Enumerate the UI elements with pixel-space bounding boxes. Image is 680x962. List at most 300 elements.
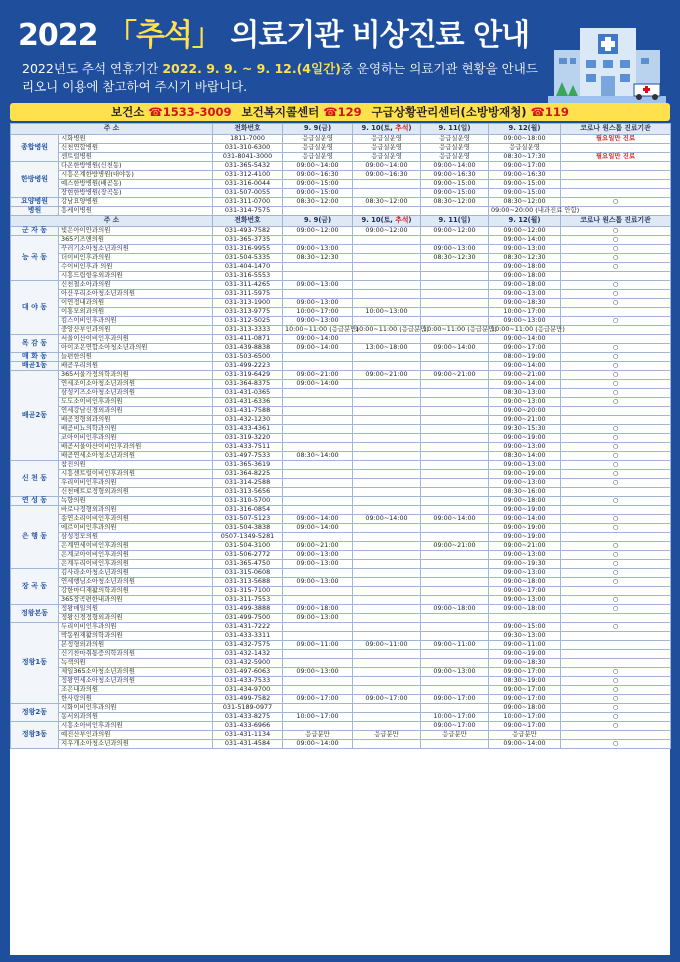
sep9-hours: 09:00~13:00 bbox=[283, 551, 353, 560]
group-label: 종합병원 bbox=[11, 135, 59, 162]
table-row bbox=[11, 677, 671, 686]
sep11-hours bbox=[421, 335, 489, 344]
covid-onestop: 필요일만 진료 bbox=[561, 153, 671, 162]
sep11-hours: 08:30~12:00 bbox=[421, 198, 489, 207]
sep11-hours bbox=[421, 488, 489, 497]
covid-onestop: ○ bbox=[561, 470, 671, 479]
sep12-hours: 09:00~17:00 bbox=[489, 344, 561, 353]
facility-name: 우리이비인후과의원 bbox=[59, 479, 213, 488]
contact-welfare-call: 보건복지콜센터 ☎129 bbox=[241, 105, 362, 119]
sep11-hours bbox=[421, 407, 489, 416]
covid-onestop: ○ bbox=[561, 371, 671, 380]
sep10-hours bbox=[353, 605, 421, 614]
facility-name: 수이비인후과 의원 bbox=[59, 263, 213, 272]
facility-name: 중앙산부인과의원 bbox=[59, 326, 213, 335]
phone: 031-497-7533 bbox=[213, 452, 283, 461]
sep9-hours: 09:00~15:00 bbox=[283, 189, 353, 198]
sep10-hours bbox=[353, 677, 421, 686]
covid-onestop: ○ bbox=[561, 569, 671, 578]
covid-onestop bbox=[561, 488, 671, 497]
table-row bbox=[11, 650, 671, 659]
sep11-hours bbox=[421, 380, 489, 389]
covid-onestop bbox=[561, 632, 671, 641]
sep9-hours bbox=[283, 596, 353, 605]
facility-name: 예진산부인과의원 bbox=[59, 731, 213, 740]
phone: 031-312-4100 bbox=[213, 171, 283, 180]
covid-onestop bbox=[561, 162, 671, 171]
facility-name: 바로나정형외과의원 bbox=[59, 506, 213, 515]
group-label: 정왕2동 bbox=[11, 704, 59, 722]
facility-name: 늘편한의원 bbox=[59, 353, 213, 362]
phone: 031-314-2588 bbox=[213, 479, 283, 488]
phone: 031-431-7222 bbox=[213, 623, 283, 632]
sep9-hours: 09:00~18:00 bbox=[283, 605, 353, 614]
sep12-hours: 09:00~15:00 bbox=[489, 623, 561, 632]
sep9-hours: 09:00~14:00 bbox=[283, 380, 353, 389]
phone: 031-506-2772 bbox=[213, 551, 283, 560]
sep11-hours bbox=[421, 452, 489, 461]
sep11-hours bbox=[421, 524, 489, 533]
sep11-hours bbox=[421, 479, 489, 488]
sep9-hours bbox=[283, 461, 353, 470]
sep12-hours: 09:00~19:00 bbox=[489, 470, 561, 479]
sep11-hours: 09:00~14:00 bbox=[421, 162, 489, 171]
sep11-hours bbox=[421, 434, 489, 443]
sep9-hours bbox=[283, 263, 353, 272]
sep10-hours: 09:00~14:00 bbox=[353, 162, 421, 171]
facility-name: 에르이비인후과의원 bbox=[59, 524, 213, 533]
covid-onestop: ○ bbox=[561, 290, 671, 299]
sep9-hours bbox=[283, 587, 353, 596]
sep9-hours bbox=[283, 470, 353, 479]
sep9-hours bbox=[283, 506, 353, 515]
table-row bbox=[11, 135, 671, 144]
sep11-hours bbox=[421, 659, 489, 668]
col-sep11: 9. 11(일) bbox=[421, 216, 489, 227]
facility-name: 아이조은연합소아청소년과의원 bbox=[59, 344, 213, 353]
sep12-hours: 09:00~12:00 bbox=[489, 227, 561, 236]
phone: 031-316-9955 bbox=[213, 245, 283, 254]
sep12-hours: 08:30~16:00 bbox=[489, 488, 561, 497]
sep10-hours bbox=[353, 236, 421, 245]
facility-name: 시흥센트럴이비인후과의원 bbox=[59, 470, 213, 479]
sep9-hours bbox=[283, 353, 353, 362]
sep12-hours: 09:00~18:30 bbox=[489, 659, 561, 668]
sep12-hours: 09:00~16:30 bbox=[489, 171, 561, 180]
sep12-hours: 09:00~13:00 bbox=[489, 317, 561, 326]
facility-name: 은계연세이비인후과의원 bbox=[59, 542, 213, 551]
sep9-hours: 09:00~21:00 bbox=[283, 542, 353, 551]
phone: 031-319-3220 bbox=[213, 434, 283, 443]
hospital-table-container bbox=[10, 123, 670, 955]
facility-name: 정왕연세소아청소년과의원 bbox=[59, 677, 213, 686]
sep11-hours bbox=[421, 677, 489, 686]
facility-name: 배곧서울아산이비인후과의원 bbox=[59, 443, 213, 452]
phone: 031-315-0608 bbox=[213, 569, 283, 578]
sep9-hours: 응급실운영 bbox=[283, 135, 353, 144]
col-sep12: 9. 12(월) bbox=[489, 124, 561, 135]
sep12-hours: 09:00~18:00 bbox=[489, 281, 561, 290]
table-row bbox=[11, 488, 671, 497]
phone: 031-432-7575 bbox=[213, 641, 283, 650]
covid-onestop: ○ bbox=[561, 263, 671, 272]
sep11-hours bbox=[421, 281, 489, 290]
sep10-hours bbox=[353, 668, 421, 677]
sep12-hours: 09:00~13:00 bbox=[489, 290, 561, 299]
phone: 031-411-0871 bbox=[213, 335, 283, 344]
group-label: 배곧1동 bbox=[11, 362, 59, 371]
table-row bbox=[11, 290, 671, 299]
facility-name: 다온한방병원(신천동) bbox=[59, 162, 213, 171]
sep10-hours bbox=[353, 425, 421, 434]
facility-name: 신천연합병원 bbox=[59, 144, 213, 153]
covid-onestop bbox=[561, 180, 671, 189]
covid-onestop bbox=[561, 506, 671, 515]
covid-onestop bbox=[561, 308, 671, 317]
covid-onestop bbox=[561, 587, 671, 596]
sep12-hours: 09:00~11:00 bbox=[489, 641, 561, 650]
sep9-hours bbox=[283, 659, 353, 668]
sep12-hours: 09:00~18:00 bbox=[489, 263, 561, 272]
sep11-hours bbox=[421, 299, 489, 308]
facility-name: 센트럴병원 bbox=[59, 153, 213, 162]
phone: 031-433-4361 bbox=[213, 425, 283, 434]
facility-name: 꾸러기소아청소년과의원 bbox=[59, 245, 213, 254]
facility-name: 강한마디재활의학과의원 bbox=[59, 587, 213, 596]
covid-onestop: ○ bbox=[561, 596, 671, 605]
sep9-hours: 10:00~11:00 (응급분만) bbox=[283, 326, 353, 335]
sep11-hours: 09:00~17:00 bbox=[421, 722, 489, 731]
sep9-hours bbox=[283, 362, 353, 371]
sep12-hours: 08:30~14:00 bbox=[489, 452, 561, 461]
group-label: 군 자 동 bbox=[11, 227, 59, 236]
sep9-hours: 09:00~17:00 bbox=[283, 695, 353, 704]
sep12-hours: 09:00~13:00 bbox=[489, 443, 561, 452]
covid-onestop: ○ bbox=[561, 524, 671, 533]
sep9-hours: 09:00~13:00 bbox=[283, 281, 353, 290]
facility-name: 신천철소아과의원 bbox=[59, 281, 213, 290]
phone: 031-364-8375 bbox=[213, 380, 283, 389]
sep9-hours bbox=[283, 650, 353, 659]
sep11-hours: 09:00~13:00 bbox=[421, 668, 489, 677]
phone: 031-433-3311 bbox=[213, 632, 283, 641]
sep12-hours: 08:30~19:00 bbox=[489, 677, 561, 686]
sep9-hours bbox=[283, 434, 353, 443]
sep11-hours: 08:30~12:30 bbox=[421, 254, 489, 263]
sep11-hours bbox=[421, 398, 489, 407]
covid-onestop: ○ bbox=[561, 236, 671, 245]
sep11-hours: 10:00~17:00 bbox=[421, 713, 489, 722]
sep9-hours bbox=[283, 488, 353, 497]
sep10-hours bbox=[353, 461, 421, 470]
sep9-hours: 응급실운영 bbox=[283, 144, 353, 153]
sep10-hours: 09:00~12:00 bbox=[353, 227, 421, 236]
facility-name: 김사라소아청소년과의원 bbox=[59, 569, 213, 578]
sep10-hours: 10:00~13:00 bbox=[353, 308, 421, 317]
phone: 031-311-0700 bbox=[213, 198, 283, 207]
covid-onestop bbox=[561, 189, 671, 198]
table-row bbox=[11, 207, 671, 216]
phone: 031-311-7553 bbox=[213, 596, 283, 605]
sep9-hours bbox=[283, 533, 353, 542]
phone: 031-503-6500 bbox=[213, 353, 283, 362]
sep10-hours bbox=[353, 569, 421, 578]
phone: 031-310-6300 bbox=[213, 144, 283, 153]
group-label: 배곧2동 bbox=[11, 371, 59, 461]
sep9-hours bbox=[283, 443, 353, 452]
page-subtitle: 2022년도 추석 연휴기간 2022. 9. 9. ~ 9. 12.(4일간)중 운영하는 의료기관 현황을 안내드리오니 이용에 참고하여 주시기 바랍니다. bbox=[22, 61, 538, 94]
sep12-hours: 09:00~13:00 bbox=[489, 551, 561, 560]
sep9-hours: 09:00~13:00 bbox=[283, 560, 353, 569]
sep11-hours bbox=[421, 686, 489, 695]
sep12-hours: 09:00~13:00 bbox=[489, 596, 561, 605]
phone: 031-433-7533 bbox=[213, 677, 283, 686]
sep10-hours bbox=[353, 254, 421, 263]
sep12-hours: 09:00~13:00 bbox=[489, 245, 561, 254]
facility-name: 정왕신경정형외과의원 bbox=[59, 614, 213, 623]
sep9-hours: 09:00~14:00 bbox=[283, 335, 353, 344]
facility-name: 시화이비인후과의원 bbox=[59, 704, 213, 713]
table-row bbox=[11, 189, 671, 198]
sep10-hours: 09:00~21:00 bbox=[353, 371, 421, 380]
sep9-hours: 09:00~14:00 bbox=[283, 162, 353, 171]
sep11-hours: 09:00~21:00 bbox=[421, 371, 489, 380]
sep11-hours: 응급분만 bbox=[421, 731, 489, 740]
sep10-hours bbox=[353, 632, 421, 641]
sep11-hours: 09:00~15:00 bbox=[421, 189, 489, 198]
phone: 031-433-7511 bbox=[213, 443, 283, 452]
table-row bbox=[11, 686, 671, 695]
sep12-hours: 09:30~13:00 bbox=[489, 632, 561, 641]
sep9-hours bbox=[283, 686, 353, 695]
covid-onestop: ○ bbox=[561, 704, 671, 713]
sep10-hours bbox=[353, 362, 421, 371]
sep12-hours: 09:00~14:00 bbox=[489, 515, 561, 524]
group-label: 장 곡 동 bbox=[11, 569, 59, 605]
sep12-hours: 09:00~17:00 bbox=[489, 587, 561, 596]
col-sep9: 9. 9(금) bbox=[283, 124, 353, 135]
sep10-hours bbox=[353, 596, 421, 605]
col-address: 주 소 bbox=[11, 124, 213, 135]
sep10-hours bbox=[353, 740, 421, 749]
sep10-hours bbox=[353, 488, 421, 497]
sep12-hours: 09:00~19:00 bbox=[489, 533, 561, 542]
phone: 031-431-6336 bbox=[213, 398, 283, 407]
sep11-hours: 응급실운영 bbox=[421, 135, 489, 144]
sep12-hours: 09:00~13:00 bbox=[489, 569, 561, 578]
sep12-hours: 응급실운영 bbox=[489, 144, 561, 153]
sep12-hours: 09:00~21:00 bbox=[489, 542, 561, 551]
sep10-hours bbox=[353, 335, 421, 344]
table-header-row bbox=[11, 216, 671, 227]
sep12-hours: 08:30~12:30 bbox=[489, 254, 561, 263]
sep12-hours: 09:00~19:00 bbox=[489, 524, 561, 533]
facility-name: 신기찬마취통증의학과의원 bbox=[59, 650, 213, 659]
sep9-hours: 08:30~14:00 bbox=[283, 452, 353, 461]
covid-onestop: ○ bbox=[561, 281, 671, 290]
covid-onestop: ○ bbox=[561, 668, 671, 677]
phone: 031-499-2223 bbox=[213, 362, 283, 371]
phone: 031-313-1900 bbox=[213, 299, 283, 308]
sep9-hours bbox=[283, 407, 353, 416]
group-label: 매 화 동 bbox=[11, 353, 59, 362]
contact-bar bbox=[10, 103, 670, 121]
sep12-hours: 09:00~13:00 bbox=[489, 398, 561, 407]
covid-onestop bbox=[561, 272, 671, 281]
sep10-hours bbox=[353, 650, 421, 659]
sep12-hours: 09:30~15:30 bbox=[489, 425, 561, 434]
covid-onestop bbox=[561, 650, 671, 659]
sep11-hours: 응급실운영 bbox=[421, 144, 489, 153]
sep11-hours bbox=[421, 704, 489, 713]
page-title: 2022 「추석」 의료기관 비상진료 안내 bbox=[18, 18, 530, 53]
phone: 031-311-5975 bbox=[213, 290, 283, 299]
sep12-hours: 10:00~11:00 (응급분만) bbox=[489, 326, 561, 335]
covid-onestop: ○ bbox=[561, 254, 671, 263]
sep9-hours bbox=[283, 290, 353, 299]
sep11-hours bbox=[421, 353, 489, 362]
sep10-hours bbox=[353, 659, 421, 668]
hospital-icon bbox=[548, 16, 666, 104]
sep11-hours bbox=[421, 272, 489, 281]
sep11-hours bbox=[421, 461, 489, 470]
phone: 031-431-4584 bbox=[213, 740, 283, 749]
covid-onestop: ○ bbox=[561, 722, 671, 731]
covid-onestop: ○ bbox=[561, 713, 671, 722]
sep12-hours: 09:00~19:00 bbox=[489, 434, 561, 443]
group-label: 병원 bbox=[11, 207, 59, 216]
sep11-hours bbox=[421, 740, 489, 749]
sep11-hours: 09:00~14:00 bbox=[421, 515, 489, 524]
facility-name: 신천메트로정형외과의원 bbox=[59, 488, 213, 497]
sep11-hours bbox=[421, 596, 489, 605]
facility-name: 정왕매일의원 bbox=[59, 605, 213, 614]
sep10-hours bbox=[353, 416, 421, 425]
group-label: 요양병원 bbox=[11, 198, 59, 207]
table-row bbox=[11, 344, 671, 353]
covid-onestop: ○ bbox=[561, 605, 671, 614]
sep12-hours: 09:00~17:00 bbox=[489, 668, 561, 677]
covid-onestop: ○ bbox=[561, 434, 671, 443]
sep10-hours bbox=[353, 551, 421, 560]
sep12-hours: 09:00~15:00 bbox=[489, 180, 561, 189]
phone: 031-432-1432 bbox=[213, 650, 283, 659]
group-label: 연 성 동 bbox=[11, 497, 59, 506]
table-row bbox=[11, 227, 671, 236]
sep11-hours bbox=[421, 623, 489, 632]
covid-onestop: ○ bbox=[561, 398, 671, 407]
facility-name: 시흥은계한방병원(대야동) bbox=[59, 171, 213, 180]
sep10-hours: 08:30~12:00 bbox=[353, 198, 421, 207]
sep9-hours: 응급실운영 bbox=[283, 153, 353, 162]
phone: 031-316-0044 bbox=[213, 180, 283, 189]
sep11-hours: 09:00~11:00 bbox=[421, 641, 489, 650]
sep9-hours bbox=[283, 497, 353, 506]
sep9-hours bbox=[283, 677, 353, 686]
sep10-hours bbox=[353, 479, 421, 488]
phone: 031-312-5025 bbox=[213, 317, 283, 326]
sep11-hours bbox=[421, 207, 489, 216]
phone: 031-432-1230 bbox=[213, 416, 283, 425]
covid-onestop: ○ bbox=[561, 344, 671, 353]
facility-name: 본정형외과의원 bbox=[59, 641, 213, 650]
phone: 031-434-9700 bbox=[213, 686, 283, 695]
sep10-hours bbox=[353, 497, 421, 506]
phone: 031-497-6063 bbox=[213, 668, 283, 677]
group-label: 정왕본동 bbox=[11, 605, 59, 623]
covid-onestop: ○ bbox=[561, 317, 671, 326]
sep11-hours bbox=[421, 236, 489, 245]
sep12-hours: 09:00~21:00 bbox=[489, 371, 561, 380]
sep10-hours bbox=[353, 434, 421, 443]
col-sep12: 9. 12(월) bbox=[489, 216, 561, 227]
sep12-hours: 09:00~14:00 bbox=[489, 236, 561, 245]
sep9-hours: 09:00~11:00 bbox=[283, 641, 353, 650]
sep12-hours: 10:00~17:00 bbox=[489, 308, 561, 317]
sep9-hours bbox=[283, 389, 353, 398]
facility-name: 강남요양병원 bbox=[59, 198, 213, 207]
covid-onestop bbox=[561, 731, 671, 740]
sep9-hours: 10:00~17:00 bbox=[283, 713, 353, 722]
sep10-hours: 09:00~11:00 bbox=[353, 641, 421, 650]
sep11-hours: 09:00~15:00 bbox=[421, 180, 489, 189]
sep12-hours: 09:00~18:00 bbox=[489, 605, 561, 614]
contact-emergency: 구급상황관리센터(소방방재청) ☎119 bbox=[371, 105, 569, 119]
sep9-hours: 09:00~15:00 bbox=[283, 180, 353, 189]
sep12-hours: 09:00~17:00 bbox=[489, 722, 561, 731]
sep11-hours bbox=[421, 506, 489, 515]
group-label: 신 천 동 bbox=[11, 461, 59, 497]
facility-name: 시화병원 bbox=[59, 135, 213, 144]
phone: 031-499-7582 bbox=[213, 695, 283, 704]
sep11-hours bbox=[421, 551, 489, 560]
sep9-hours: 08:30~12:30 bbox=[283, 254, 353, 263]
sep10-hours bbox=[353, 207, 421, 216]
sep11-hours bbox=[421, 650, 489, 659]
covid-onestop bbox=[561, 326, 671, 335]
sep12-hours bbox=[489, 614, 561, 623]
phone: 031-507-5123 bbox=[213, 515, 283, 524]
sep12-hours: 응급분만 bbox=[489, 731, 561, 740]
sep10-hours: 10:00~11:00 (응급분만) bbox=[353, 326, 421, 335]
covid-onestop bbox=[561, 659, 671, 668]
sep10-hours bbox=[353, 533, 421, 542]
phone: 031-311-4265 bbox=[213, 281, 283, 290]
facility-name: 참진의원 bbox=[59, 461, 213, 470]
covid-onestop: ○ bbox=[561, 198, 671, 207]
sep11-hours: 09:00~12:00 bbox=[421, 227, 489, 236]
facility-name: 연세행님소아청소년과의원 bbox=[59, 578, 213, 587]
covid-onestop: ○ bbox=[561, 452, 671, 461]
sep10-hours bbox=[353, 587, 421, 596]
sep11-hours bbox=[421, 416, 489, 425]
covid-onestop: ○ bbox=[561, 740, 671, 749]
facility-name: 박동원재활의학과의원 bbox=[59, 632, 213, 641]
col-sep9: 9. 9(금) bbox=[283, 216, 353, 227]
chuseok-label: 추석 bbox=[395, 124, 409, 133]
facility-name: 서울이산이비인후과의원 bbox=[59, 335, 213, 344]
sep12-hours: 09:00~21:00 bbox=[489, 416, 561, 425]
facility-name: 배곧비뇨의학과의원 bbox=[59, 425, 213, 434]
facility-name: 지우개소아청소년과의원 bbox=[59, 740, 213, 749]
covid-onestop bbox=[561, 641, 671, 650]
phone: 031-313-3333 bbox=[213, 326, 283, 335]
sep9-hours: 09:00~14:00 bbox=[283, 740, 353, 749]
facility-name: 365키즈앤의원 bbox=[59, 236, 213, 245]
sep10-hours bbox=[353, 398, 421, 407]
sep11-hours bbox=[421, 560, 489, 569]
col-phone: 전화번호 bbox=[213, 124, 283, 135]
